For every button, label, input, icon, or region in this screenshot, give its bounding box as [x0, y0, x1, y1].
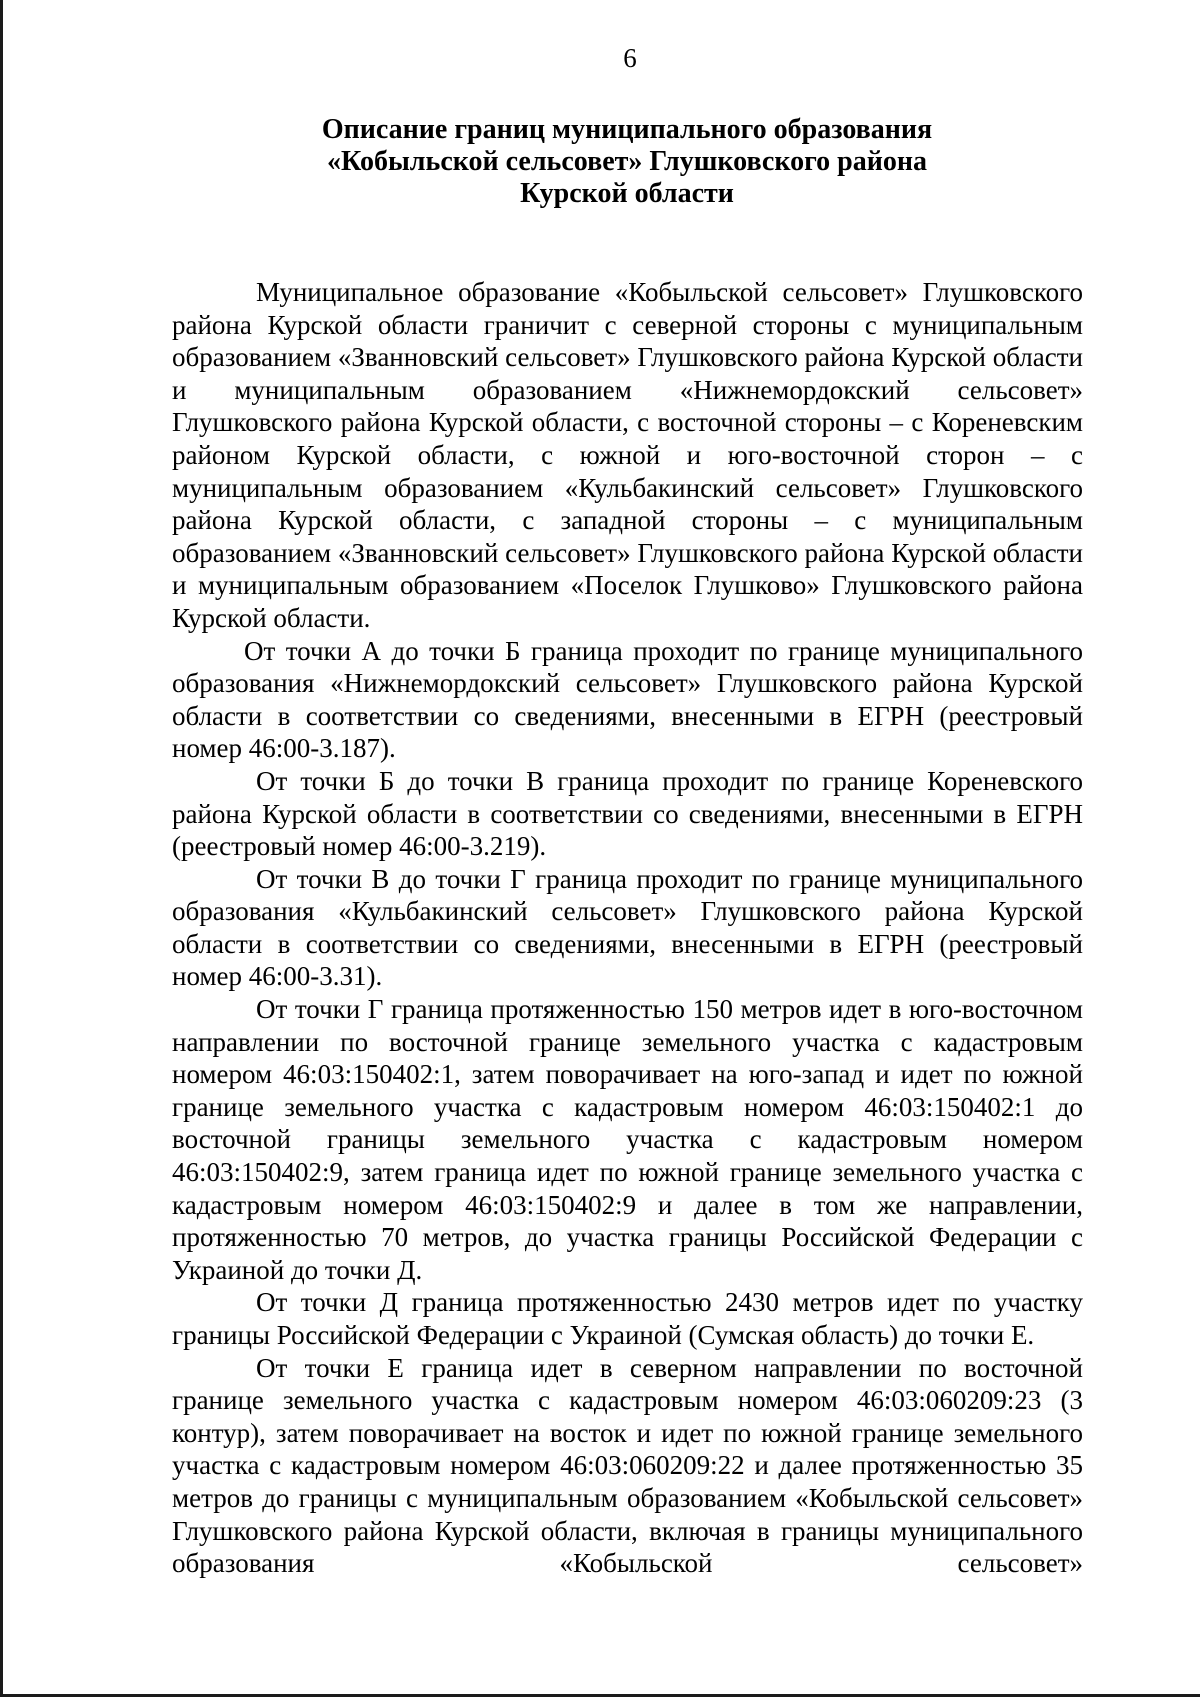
page-number: 6: [623, 43, 637, 73]
document-body: [172, 276, 1083, 1580]
paragraph-intro: Муниципальное образование «Кобыльской сельсовет» Глушковского района Курской области граничит с северной стороны с муниципальным образованием «Званновский сельсовет» Глушковского района Курской области и муниципальным образованием «Нижнемордокский сельсовет» Глушковского района Курской области, с восточной стороны – с Кореневским районом Курской области, с южной и юго-восточной сторон – с муниципальным образованием «Кульбакинский сельсовет» Глушковского района Курской области, с западной стороны – с муниципальным образованием «Званновский сельсовет» Глушковского района Курской области и муниципальным образованием «Поселок Глушково» Глушковского района Курской области.: [172, 277, 1083, 633]
paragraph-point-d: От точки Д граница протяженностью 2430 метров идет по участку границы Российской Федерации с Украиной (Сумская область) до точки Е.: [172, 1287, 1083, 1350]
scan-border-left: [0, 0, 3, 1697]
title-line-3: Курской области: [520, 178, 734, 209]
document-title: [172, 114, 1082, 210]
paragraph-point-a-b: От точки А до точки Б граница проходит по границе муниципального образования «Нижнемордокский сельсовет» Глушковского района Курской области в соответствии со сведениями, внесенными в ЕГРН (реестровый номер 46:00-3.187).: [172, 635, 1083, 764]
paragraph-point-e: От точки Е граница идет в северном направлении по восточной границе земельного участка с кадастровым номером 46:03:060209:23 (3 контур), затем поворачивает на восток и идет по южной границе земельного участка с кадастровым номером 46:03:060209:22 и далее протяженностью 35 метров до границы с муниципальным образованием «Кобыльской сельсовет» Глушковского района Курской области, включая в границы муниципального образования «Кобыльской сельсовет»: [172, 1352, 1083, 1579]
title-line-1: Описание границ муниципального образования: [321, 114, 933, 145]
paragraph-point-g: От точки Г граница протяженностью 150 метров идет в юго-восточном направлении по восточной границе земельного участка с кадастровым номером 46:03:150402:1, затем поворачивает на юго-запад и идет по южной границе земельного участка с кадастровым номером 46:03:150402:1 до восточной границы земельного участка с кадастровым номером 46:03:150402:9, затем граница идет по южной границе земельного участка с кадастровым номером 46:03:150402:9 и далее в том же направлении, протяженностью 70 метров, до участка границы Российской Федерации с Украиной до точки Д.: [172, 994, 1083, 1285]
title-line-2: «Кобыльской сельсовет» Глушковского района: [327, 146, 927, 177]
paragraph-point-v-g: От точки В до точки Г граница проходит по границе муниципального образования «Кульбакинский сельсовет» Глушковского района Курской области в соответствии со сведениями, внесенными в ЕГРН (реестровый номер 46:00-3.31).: [172, 863, 1083, 992]
paragraph-point-b-v: От точки Б до точки В граница проходит по границе Кореневского района Курской области в соответствии со сведениями, внесенными в ЕГРН (реестровый номер 46:00-3.219).: [172, 765, 1083, 862]
